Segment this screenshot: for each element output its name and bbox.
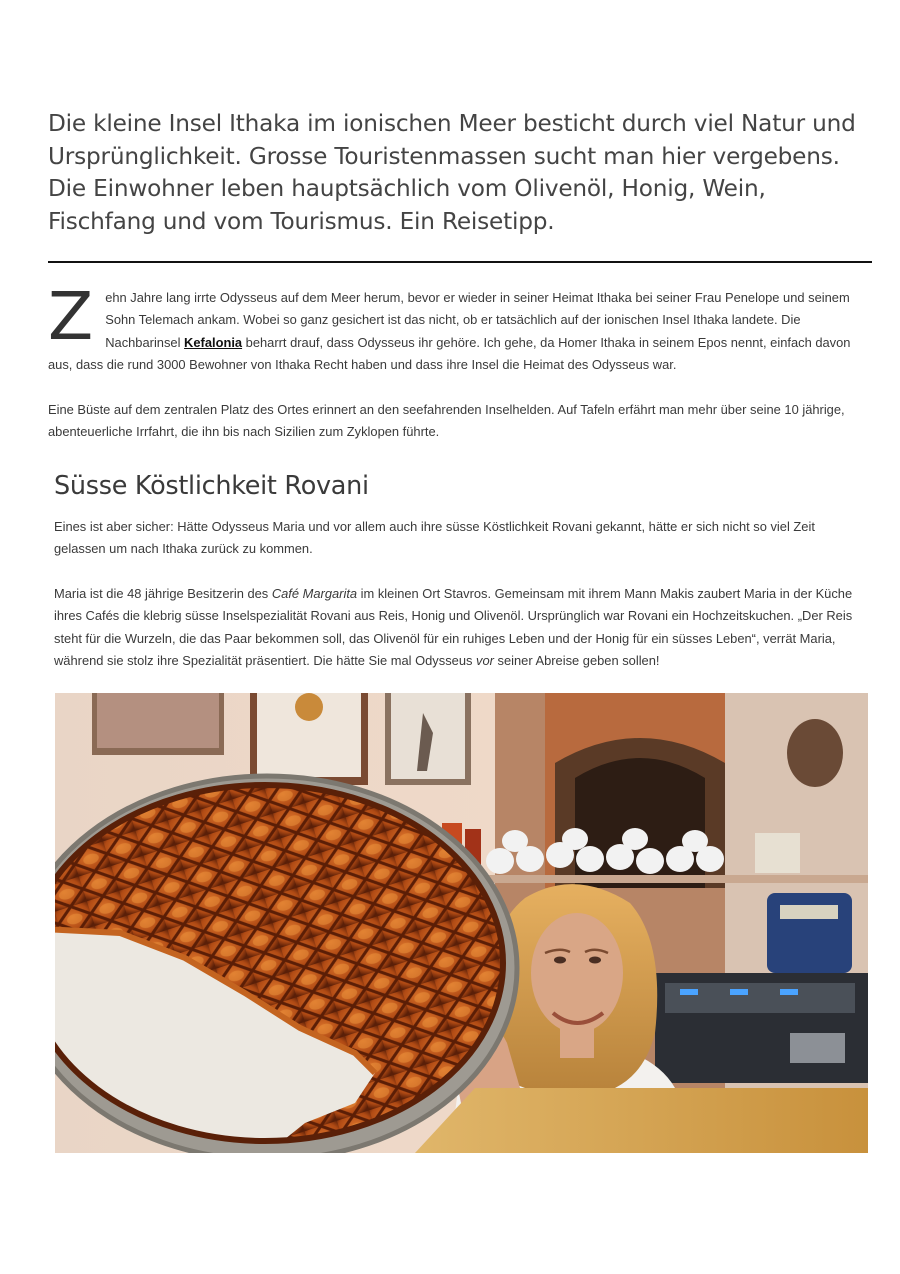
paragraph-text: seiner Abreise geben sollen!	[493, 652, 660, 668]
section-heading: Süsse Köstlichkeit Rovani	[54, 471, 369, 501]
cafe-name: Café Margarita	[271, 586, 358, 601]
paragraph-bust: Eine Büste auf dem zentralen Platz des Ortes erinnert an den seefahrenden Inselhelden. Auf Tafeln erfährt man mehr über seine 10 jährige, abenteuerliche Irrfahrt, die ihn bis nach Sizilien zum Zyklopen führte.	[48, 402, 845, 440]
paragraph-maria	[54, 583, 866, 672]
cafe-photo	[55, 693, 868, 1153]
paragraph-odysseus	[48, 278, 870, 376]
emphasis-vor: vor	[476, 652, 494, 668]
paragraph-text: im kleinen Ort Stavros. Gemeinsam mit ihrem Mann Makis zaubert Maria in der Küche ihres Cafés die klebrig süsse Inselspezialität Rovani aus Reis, Honig und Olivenöl. Ursprünglich war Rovani ein Hochzeitskuchen. „Der Reis steht für die Wurzeln, die das Paar bekommen soll, das Olivenöl für ein ruhiges Leben und der Honig für ein süsses Leben“, verrät Maria, während sie stolz ihre Spezialität präsentiert. Die hätte Sie mal Odysseus	[54, 586, 853, 668]
divider-rule	[48, 261, 872, 263]
intro-lead: Die kleine Insel Ithaka im ionischen Meer besticht durch viel Natur und Ursprünglichkeit. Grosse Touristenmassen sucht man hier vergebens. Die Einwohner leben hauptsächlich vom Olivenöl, Honig, Wein, Fischfang und vom Tourismus. Ein Reisetipp.	[48, 110, 856, 235]
paragraph-text: ehn Jahre lang irrte Odysseus auf dem Meer herum, bevor er wieder in seiner Heimat Ithaka bei seiner Frau Penelope und seinem Sohn Telemach ankam. Wobei so ganz gesichert ist das nicht, ob er tatsächlich auf der ionischen Insel Ithaka landete. Die Nachbarinsel	[105, 290, 850, 350]
kefalonia-link[interactable]: Kefalonia	[184, 334, 243, 350]
paragraph-text: Maria ist die 48 jährige Besitzerin des	[54, 586, 272, 601]
paragraph-rovani-intro: Eines ist aber sicher: Hätte Odysseus Maria und vor allem auch ihre süsse Köstlichkeit Rovani gekannt, hätte er sich nicht so viel Zeit gelassen um nach Ithaka zurück zu kommen.	[54, 519, 815, 557]
paragraph-text: beharrt drauf, dass Odysseus ihr gehöre. Ich gehe, da Homer Ithaka in seinem Epos nennt, einfach davon aus, dass die rund 3000 Bewohner von Ithaka Recht haben und dass ihre Insel die Heimat des Odysseus war.	[48, 334, 851, 372]
drop-cap: Z	[48, 278, 94, 355]
